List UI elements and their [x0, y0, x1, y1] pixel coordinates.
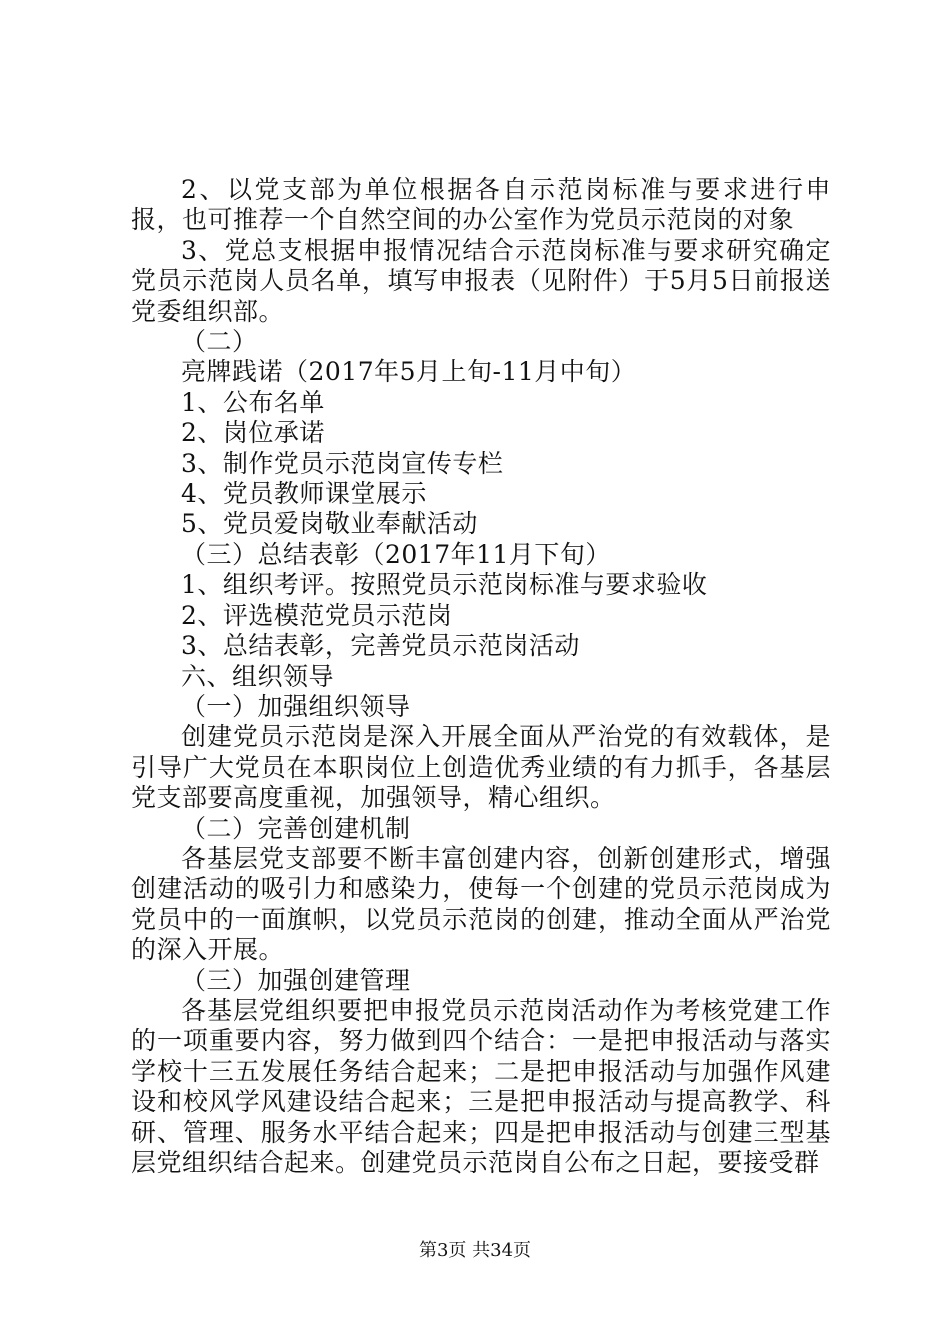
document-body — [131, 175, 831, 1178]
section-title-display-promise: 亮牌践诺（2017年5月上旬-11月中旬） — [181, 357, 637, 387]
section-heading-2: （二） — [181, 327, 258, 357]
list-item: 5、党员爱岗敬业奉献活动 — [181, 509, 478, 539]
list-item: 1、公布名单 — [181, 387, 325, 417]
list-item: 3、总结表彰，完善党员示范岗活动 — [181, 631, 580, 661]
section-heading-3: （三）总结表彰（2017年11月下旬） — [181, 539, 611, 569]
body-paragraph: 创建党员示范岗是深入开展全面从严治党的有效载体，是引导广大党员在本职岗位上创造优秀业绩的有力抓手，各基层党支部要高度重视，加强领导，精心组织。 — [131, 722, 831, 813]
page-number: 第3页 共34页 — [418, 1240, 532, 1261]
subsection-heading: （三）加强创建管理 — [181, 965, 411, 995]
body-paragraph: 各基层党组织要把申报党员示范岗活动作为考核党建工作的一项重要内容，努力做到四个结合：一是把申报活动与落实学校十三五发展任务结合起来；二是把申报活动与加强作风建设和校风学风建设结合起来；三是把申报活动与提高教学、科研、管理、服务水平结合起来；四是把申报活动与创建三型基层党组织结合起来。创建党员示范岗自公布之日起，要接受群 — [131, 995, 831, 1177]
list-item: 3、制作党员示范岗宣传专栏 — [181, 448, 504, 478]
list-item: 2、岗位承诺 — [181, 418, 325, 448]
list-item: 1、组织考评。按照党员示范岗标准与要求验收 — [181, 570, 708, 600]
list-item: 2、评选模范党员示范岗 — [181, 600, 453, 630]
body-paragraph: 各基层党支部要不断丰富创建内容，创新创建形式，增强创建活动的吸引力和感染力，使每一个创建的党员示范岗成为党员中的一面旗帜，以党员示范岗的创建，推动全面从严治党的深入开展。 — [131, 843, 831, 965]
page-footer — [0, 1240, 950, 1262]
paragraph-item-3: 3、党总支根据申报情况结合示范岗标准与要求研究确定党员示范岗人员名单，填写申报表（见附件）于5月5日前报送党委组织部。 — [131, 235, 831, 326]
subsection-heading: （二）完善创建机制 — [181, 813, 411, 843]
chapter-heading-6: 六、组织领导 — [181, 661, 335, 691]
subsection-heading: （一）加强组织领导 — [181, 691, 411, 721]
list-item: 4、党员教师课堂展示 — [181, 479, 427, 509]
paragraph-item-2: 2、以党支部为单位根据各自示范岗标准与要求进行申报，也可推荐一个自然空间的办公室作为党员示范岗的对象 — [131, 175, 831, 235]
